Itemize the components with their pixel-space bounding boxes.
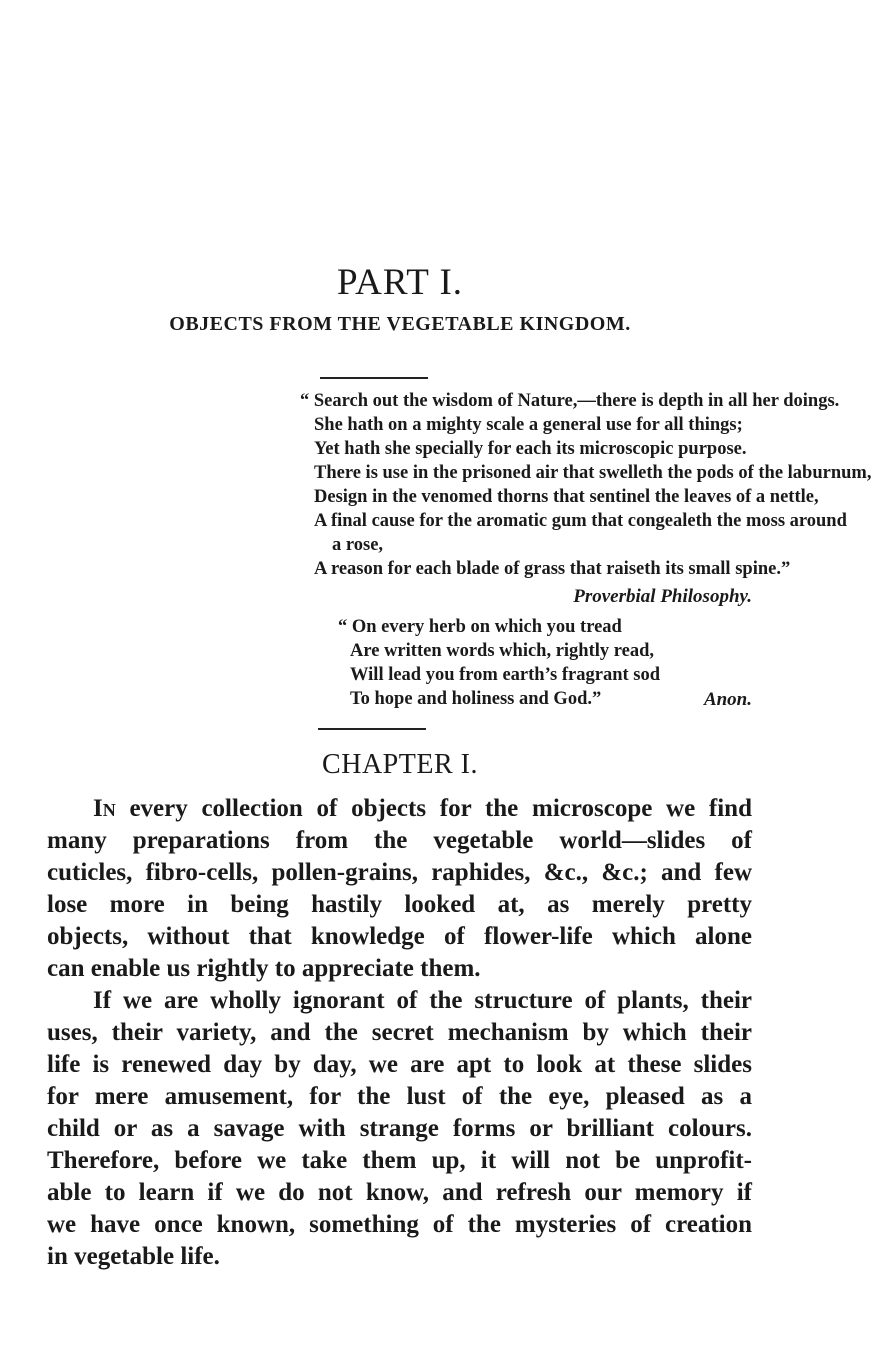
paragraph-line: for mere amusement, for the lust of the eye, pleased as a	[47, 1083, 752, 1110]
paragraph-line: child or as a savage with strange forms or brilliant colours.	[47, 1115, 752, 1142]
section-title: OBJECTS FROM THE VEGETABLE KINGDOM.	[169, 313, 631, 335]
epigraph-line: Design in the venomed thorns that sentinel the leaves of a nettle,	[314, 487, 819, 507]
epigraph-line: “ Search out the wisdom of Nature,—there is depth in all her doings.	[300, 391, 840, 411]
drop-initial: In	[93, 795, 116, 822]
epigraph-line: a rose,	[332, 535, 384, 555]
epigraph-line: A final cause for the aromatic gum that congealeth the moss around	[314, 511, 847, 531]
epigraph-attribution: Proverbial Philosophy.	[573, 586, 752, 607]
paragraph-line: cuticles, fibro-cells, pollen-grains, raphides, &c., &c.; and few	[47, 859, 752, 886]
paragraph-line: If we are wholly ignorant of the structure of plants, their	[93, 987, 752, 1014]
epigraph-line: “ On every herb on which you tread	[338, 617, 622, 637]
paragraph-line: objects, without that knowledge of flower-life which alone	[47, 923, 752, 950]
paragraph-line: In every collection of objects for the microscope we find	[93, 795, 752, 822]
epigraph-attribution: Anon.	[703, 689, 752, 710]
paragraph-line: we have once known, something of the mysteries of creation	[47, 1211, 752, 1238]
epigraph-line: There is use in the prisoned air that swelleth the pods of the laburnum,	[314, 463, 871, 483]
epigraph-line: Are written words which, rightly read,	[350, 641, 655, 661]
part-title: PART I.	[336, 262, 464, 303]
epigraph-line: To hope and holiness and God.”	[350, 689, 602, 709]
epigraph-line: A reason for each blade of grass that raiseth its small spine.”	[314, 559, 791, 579]
epigraph-line: Yet hath she specially for each its microscopic purpose.	[314, 439, 747, 459]
paragraph-line: uses, their variety, and the secret mechanism by which their	[47, 1019, 752, 1046]
paragraph-line: many preparations from the vegetable world—slides of	[47, 827, 752, 854]
divider-rule	[318, 728, 426, 730]
paragraph-line: lose more in being hastily looked at, as merely pretty	[47, 891, 752, 918]
epigraph-line: Will lead you from earth’s fragrant sod	[350, 665, 661, 685]
paragraph-line: Therefore, before we take them up, it will not be unprofit-	[47, 1147, 752, 1174]
chapter-title: CHAPTER I.	[322, 749, 478, 780]
paragraph-line: able to learn if we do not know, and refresh our memory if	[47, 1179, 752, 1206]
epigraph-line: She hath on a mighty scale a general use for all things;	[314, 415, 743, 435]
paragraph-line: can enable us rightly to appreciate them.	[47, 955, 481, 982]
paragraph-line: life is renewed day by day, we are apt to look at these slides	[47, 1051, 752, 1078]
divider-rule	[320, 377, 428, 379]
paragraph-line: in vegetable life.	[47, 1243, 220, 1270]
